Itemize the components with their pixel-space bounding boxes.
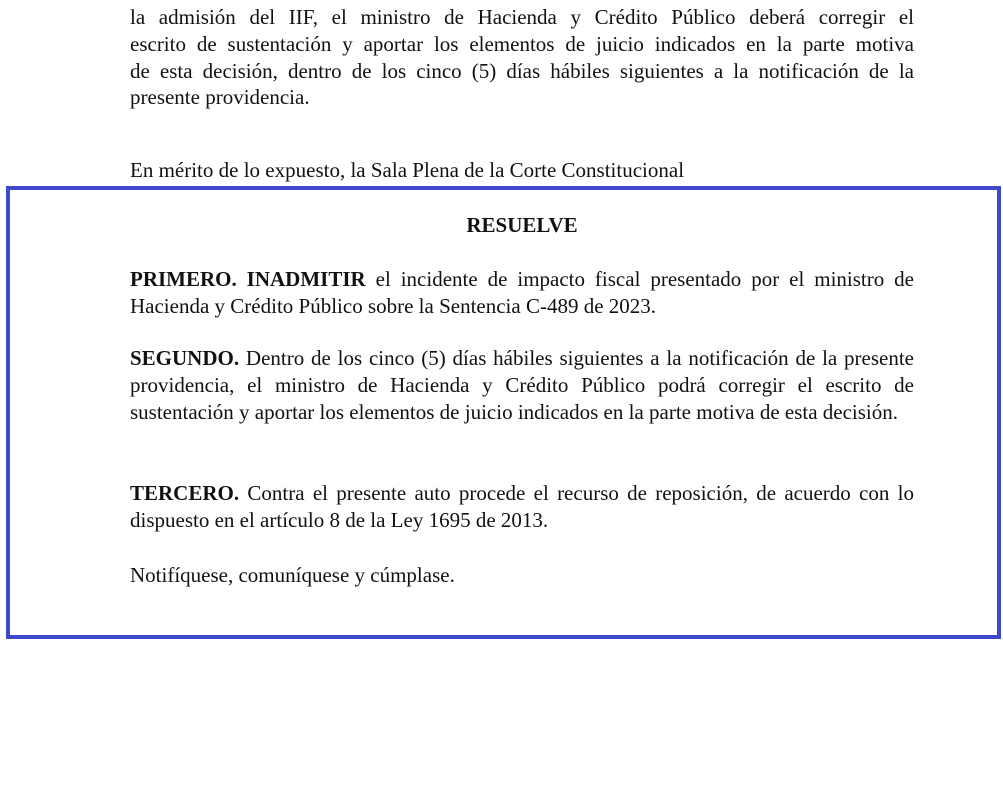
resolution-text: el incidente de impacto fiscal presentado por el ministro de Hacienda y Crédito Público sobre la Sentencia C-489 de 2023. (130, 267, 915, 318)
resolution-label: TERCERO. (130, 481, 240, 505)
resolution-text: Dentro de los cinco (5) días hábiles siguientes a la notificación de la presente providencia, el ministro de Hacienda y Crédito Público podrá corregir el escrito de sustentación y aportar los elementos de juicio indicados en la parte motiva de esta decisión. (130, 346, 914, 424)
resolution-label: SEGUNDO. (130, 346, 240, 370)
closing-text: Notifíquese, comuníquese y cúmplase. (130, 563, 455, 587)
intro-text: En mérito de lo expuesto, la Sala Plena de la Corte Constitucional (130, 158, 685, 182)
section-heading: RESUELVE (466, 213, 578, 237)
top-paragraph (130, 4, 914, 111)
resolution-item-segundo (130, 345, 914, 425)
closing-statement (130, 562, 914, 589)
resolution-label: PRIMERO. INADMITIR (130, 267, 366, 291)
text-line: de esta decisión, dentro de los cinco (5) días hábiles siguientes a la notificación de la (130, 58, 914, 83)
text-line: presente providencia. (130, 85, 310, 110)
resolution-item-tercero (130, 480, 914, 534)
text-line: escrito de sustentación y aportar los elementos de juicio indicados en la parte motiva (130, 31, 914, 56)
text-line: la admisión del IIF, el ministro de Hacienda y Crédito Público deberá corregir el (130, 5, 914, 29)
intro-sentence (130, 157, 914, 184)
resolution-item-primero (130, 266, 914, 320)
resolution-text: Contra el presente auto procede el recurso de reposición, de acuerdo con lo dispuesto en el artículo 8 de la Ley 1695 de 2013. (130, 481, 914, 532)
